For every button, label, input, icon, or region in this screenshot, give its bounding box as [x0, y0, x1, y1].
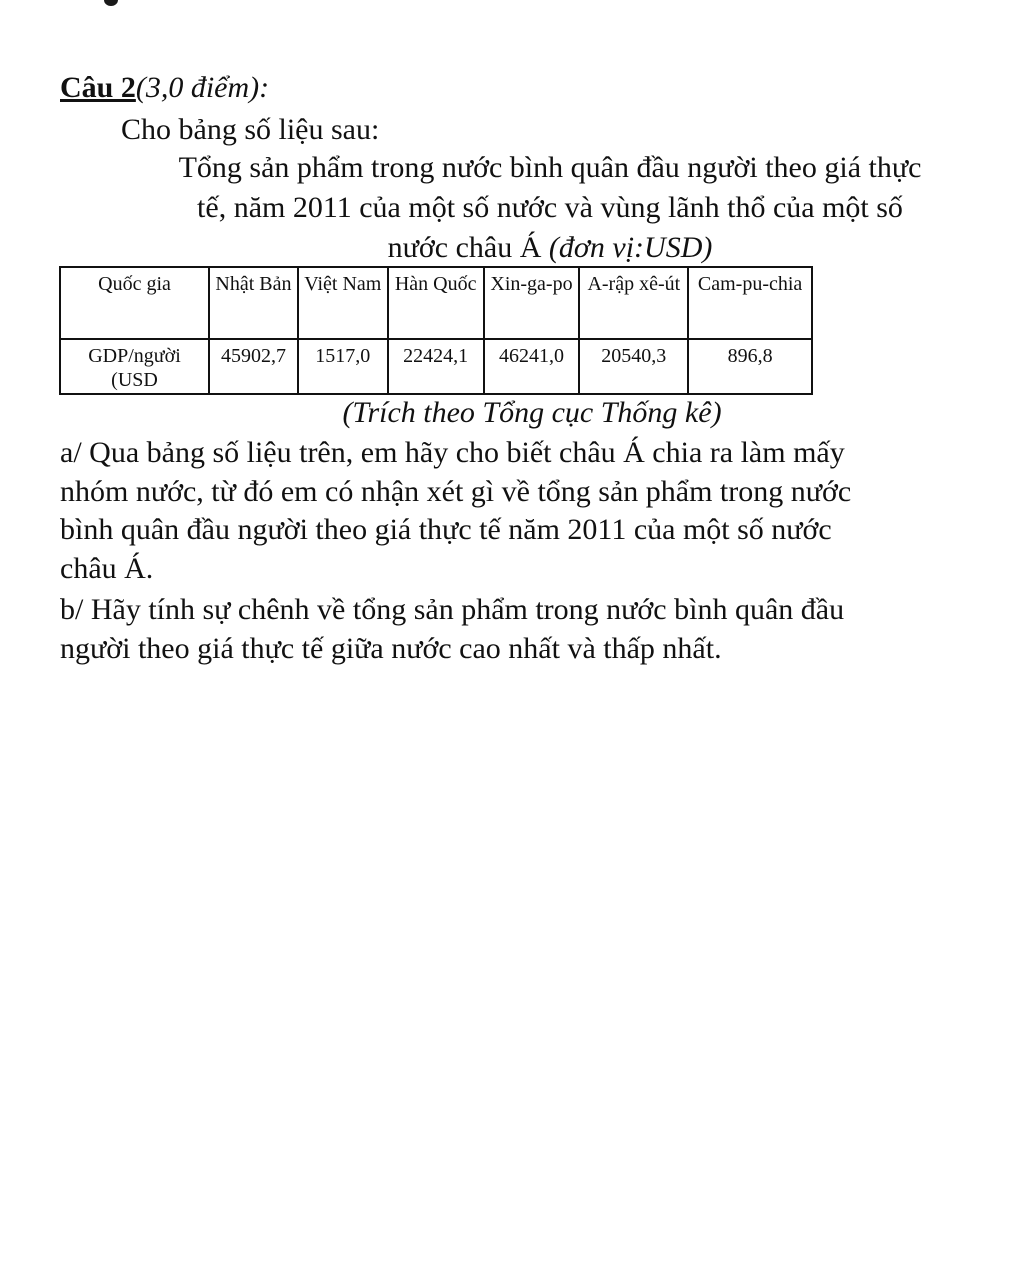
caption-text: nước châu Á: [387, 231, 549, 264]
value-cell: 1517,0: [298, 339, 388, 394]
header-cell: Xin-ga-po: [484, 267, 580, 339]
caption-line-last: [80, 228, 1020, 268]
intro-text: Cho bảng số liệu sau:: [121, 113, 380, 146]
part-a-line: bình quân đầu người theo giá thực tế năm 2011 của một số nước: [60, 513, 832, 546]
question-points: (3,0 điểm):: [135, 71, 270, 104]
part-a-paragraph: [60, 434, 990, 588]
table-header-row: [60, 267, 812, 339]
part-a-line: châu Á.: [60, 551, 154, 585]
part-b-paragraph: [60, 591, 990, 668]
value-cell: 896,8: [688, 339, 812, 394]
value-cell: 22424,1: [388, 339, 484, 394]
header-cell: Việt Nam: [298, 267, 388, 339]
header-cell-country: Quốc gia: [60, 267, 209, 339]
header-cell: Hàn Quốc: [388, 267, 484, 339]
part-b-line: b/ Hãy tính sự chênh về tổng sản phẩm trong nước bình quân đầu: [60, 593, 845, 626]
part-a-line: a/ Qua bảng số liệu trên, em hãy cho biết châu Á chia ra làm mấy: [60, 436, 845, 469]
value-cell: 46241,0: [484, 339, 580, 394]
header-cell: Nhật Bản: [209, 267, 298, 339]
value-cell: 20540,3: [579, 339, 688, 394]
ink-dot: [104, 0, 118, 6]
part-b-line: người theo giá thực tế giữa nước cao nhất và thấp nhất.: [60, 631, 722, 665]
source-note: (Trích theo Tổng cục Thống kê): [342, 396, 722, 429]
caption-unit: (đơn vị:USD): [548, 231, 713, 264]
caption-line: Tổng sản phẩm trong nước bình quân đầu người theo giá thực: [178, 151, 922, 184]
caption-line: tế, năm 2011 của một số nước và vùng lãnh thổ của một số: [197, 191, 903, 224]
gdp-table: [59, 266, 813, 395]
value-cell: 45902,7: [209, 339, 298, 394]
question-heading: [60, 68, 269, 108]
row-label-line: (USD: [111, 369, 158, 391]
row-label-line: GDP/người: [88, 345, 181, 367]
question-number: Câu 2: [60, 71, 136, 104]
part-a-line: nhóm nước, từ đó em có nhận xét gì về tổng sản phẩm trong nước: [60, 474, 852, 508]
table-row: [60, 339, 812, 394]
table-caption: [80, 148, 1020, 268]
header-cell: A-rập xê-út: [579, 267, 688, 339]
header-cell: Cam-pu-chia: [688, 267, 812, 339]
row-label-cell: [60, 339, 209, 394]
